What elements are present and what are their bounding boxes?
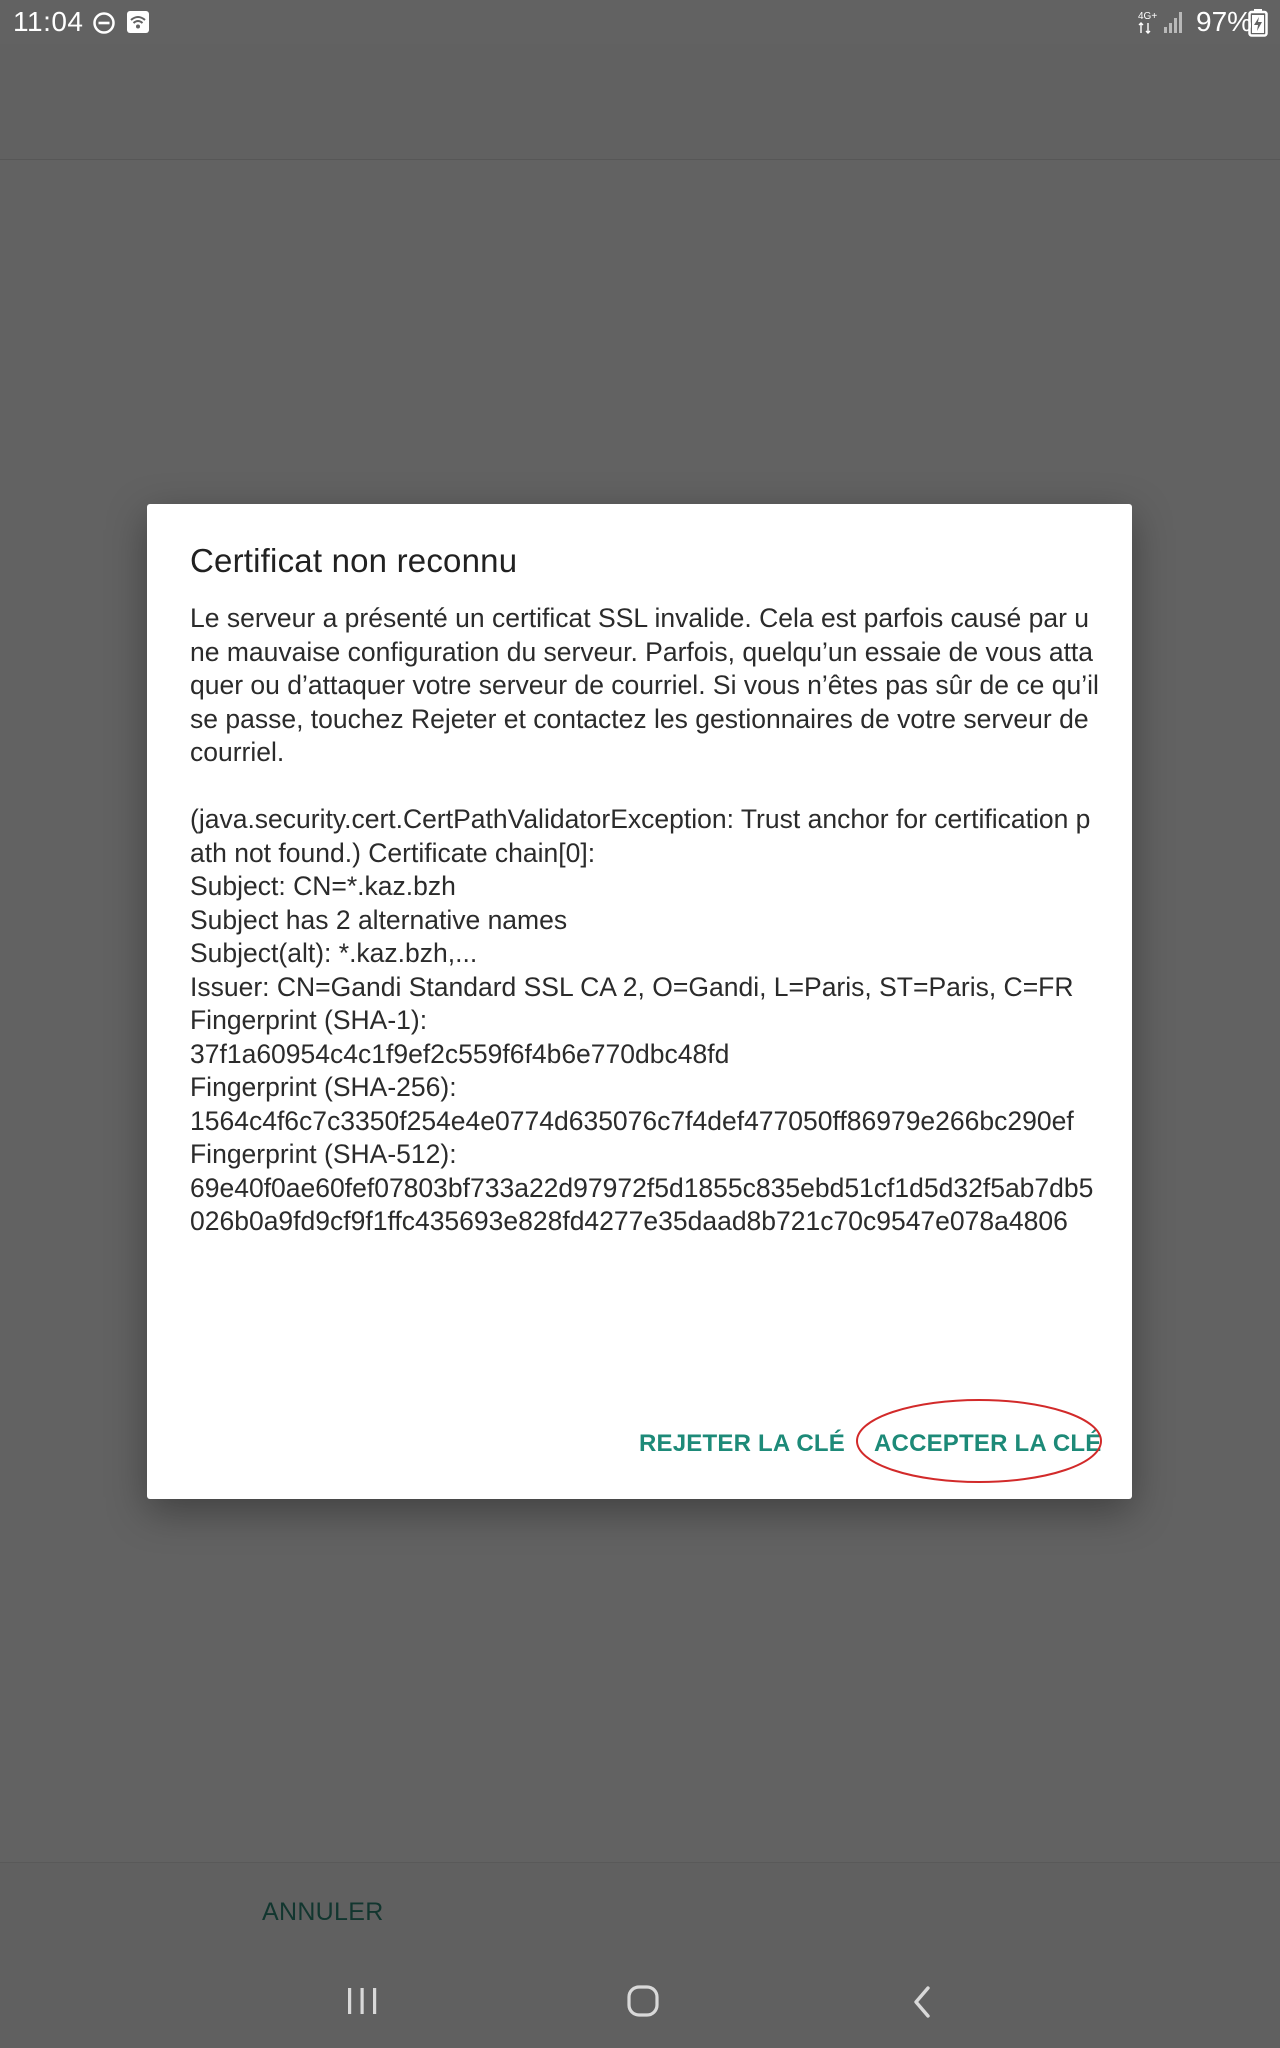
bottom-action-bar (0, 1862, 1280, 1959)
network-signal-icon (1138, 9, 1186, 35)
status-time: 11:04 (13, 6, 84, 37)
cancel-button[interactable]: ANNULER (262, 1898, 384, 1926)
wifi-notification-icon (127, 11, 149, 33)
recents-icon[interactable] (344, 1986, 380, 2016)
battery-percentage: 97% (1196, 6, 1253, 37)
do-not-disturb-icon (92, 11, 116, 35)
reject-key-button[interactable]: REJETER LA CLÉ (639, 1430, 845, 1457)
back-icon[interactable] (908, 1984, 936, 2020)
dialog-title: Certificat non reconnu (190, 542, 518, 579)
home-icon[interactable] (626, 1984, 660, 2018)
status-bar (0, 0, 1280, 44)
app-bar (0, 44, 1280, 160)
certificate-dialog (147, 504, 1132, 1499)
accept-key-button[interactable]: ACCEPTER LA CLÉ (874, 1430, 1102, 1457)
dialog-message: Le serveur a présenté un certificat SSL invalide. Cela est parfois causé par une mauvaise configuration du serveur. Parfois, quelqu’un essaie de vous attaquer ou d’attaquer votre serveur de courriel. Si vous n’êtes pas sûr de ce qu’il se passe, touchez Rejeter et contactez les gestionnaires de votre serveur de courriel. (java.security.cert.CertPathValidatorException: Trust anchor for certification path not found.) Certificate chain[0]: Subject: CN=*.kaz.bzh Subject has 2 alternative names Subject(alt): *.kaz.bzh,... Issuer: CN=Gandi Standard SSL CA 2, O=Gandi, L=Paris, ST=Paris, C=FR Fingerprint (SHA-1): 37f1a60954c4c1f9ef2c559f6f4b6e770dbc48fd Fingerprint (SHA-256): 1564c4f6c7c3350f254e4e0774d635076c7f4def477050ff86979e266bc290ef Fingerprint (SHA-512): 69e40f0ae60fef07803bf733a22d97972f5d1855c835ebd51cf1d5d32f5ab7db5026b0a9fd9cf9f1ffc435693e828fd4277e35daad8b721c70c9547e078a4806 (190, 603, 1099, 1236)
svg-text:4G+: 4G+ (1138, 11, 1158, 22)
battery-charging-icon (1248, 9, 1268, 37)
